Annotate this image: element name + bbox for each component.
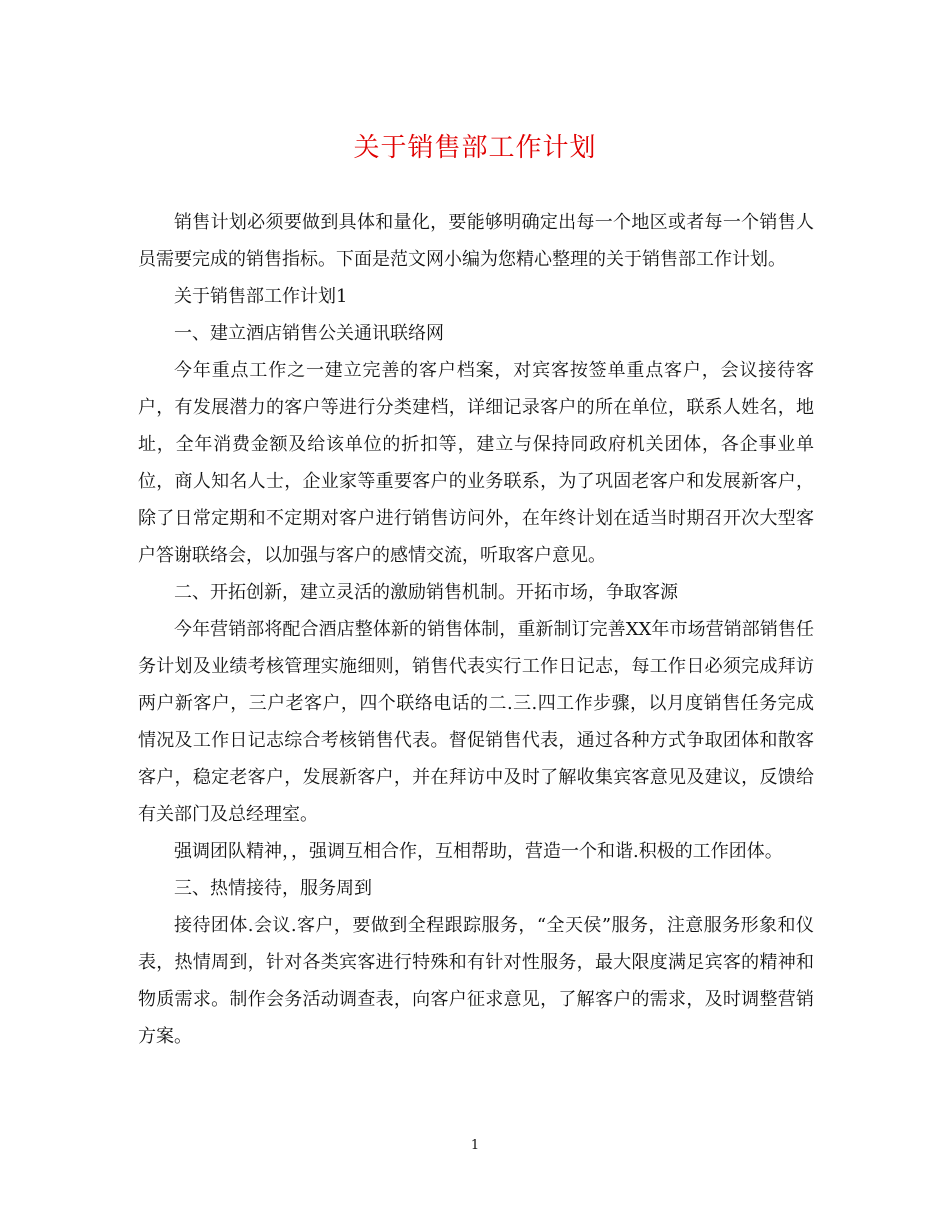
section-heading-2: 二、开拓创新，建立灵活的激励销售机制。开拓市场，争取客源 bbox=[174, 582, 678, 603]
document-body bbox=[138, 204, 814, 1055]
section-heading-3: 三、热情接待，服务周到 bbox=[174, 878, 372, 899]
section-heading-1: 一、建立酒店销售公关通讯联络网 bbox=[174, 323, 444, 344]
section-2-team-paragraph: 强调团队精神，，强调互相合作，互相帮助，营造一个和谐.积极的工作团体。 bbox=[174, 841, 783, 862]
document-title: 关于销售部工作计划 bbox=[353, 133, 597, 163]
page-number: 1 bbox=[470, 1138, 480, 1153]
section-1-paragraph: 今年重点工作之一建立完善的客户档案，对宾客按签单重点客户，会议接待客户，有发展潜力的客户等进行分类建档，详细记录客户的所在单位，联系人姓名，地址，全年消费金额及给该单位的折扣等，建立与保持同政府机关团体，各企事业单位，商人知名人士，企业家等重要客户的业务联系，为了巩固老客户和发展新客户，除了日常定期和不定期对客户进行销售访问外，在年终计划在适当时期召开次大型客户答谢联络会，以加强与客户的感情交流，听取客户意见。 bbox=[138, 360, 814, 566]
section-3-paragraph: 接待团体.会议.客户，要做到全程跟踪服务，“全天侯”服务，注意服务形象和仪表，热情周到，针对各类宾客进行特殊和有针对性服务，最大限度满足宾客的精神和物质需求。制作会务活动调查表，向客户征求意见，了解客户的需求，及时调整营销方案。 bbox=[138, 915, 814, 1047]
intro-paragraph: 销售计划必须要做到具体和量化，要能够明确定出每一个地区或者每一个销售人员需要完成的销售指标。下面是范文网小编为您精心整理的关于销售部工作计划。 bbox=[138, 212, 814, 270]
plan-subtitle: 关于销售部工作计划1 bbox=[174, 286, 348, 307]
section-2-paragraph: 今年营销部将配合酒店整体新的销售体制，重新制订完善XX年市场营销部销售任务计划及业绩考核管理实施细则，销售代表实行工作日记志，每工作日必须完成拜访两户新客户，三户老客户，四个联络电话的二.三.四工作步骤，以月度销售任务完成情况及工作日记志综合考核销售代表。督促销售代表，通过各种方式争取团体和散客客户，稳定老客户，发展新客户，并在拜访中及时了解收集宾客意见及建议，反馈给有关部门及总经理室。 bbox=[138, 619, 814, 825]
